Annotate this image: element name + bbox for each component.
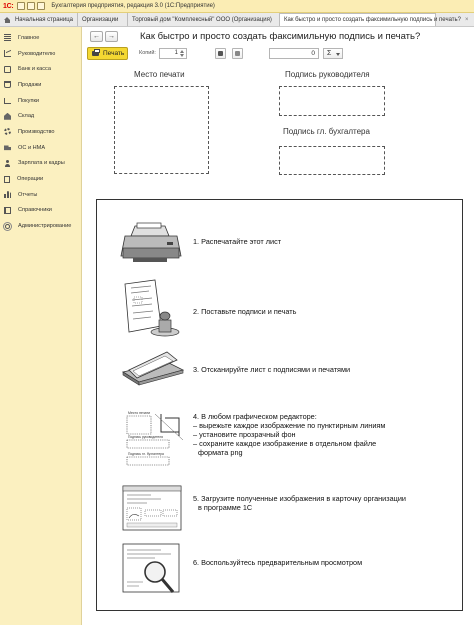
sidebar-item-main[interactable] [0,30,81,46]
step-4-sub-4: формата png [198,448,243,457]
tab-home[interactable] [0,13,78,26]
accountant-signature-area [279,146,385,175]
scanner-illustration [121,350,185,386]
step-1-text: 1. Распечатайте этот лист [193,237,282,246]
page-title: Как быстро и просто создать факсимильную подпись и печать? [140,31,421,42]
assets-icon [4,144,11,151]
toolbar [87,47,472,61]
content-area [82,27,474,625]
step-5-sub-1: в программе 1С [198,503,253,512]
sidebar [0,27,82,625]
sidebar-item-label: Администрирование [18,223,72,230]
step-2-text: 2. Поставьте подписи и печать [193,307,297,316]
window-title: Бухгалтерия предприятия, редакция 3.0 (1С:Предприятие) [51,3,215,9]
tab-facsimile-help[interactable] [280,13,469,26]
sidebar-item-assets[interactable] [0,140,81,156]
app-logo: 1С: [3,2,14,10]
sidebar-item-catalogs[interactable] [0,203,81,219]
tab-label: Организации [82,16,119,23]
tab-organization-card[interactable] [128,13,280,26]
settings-icon [5,224,10,229]
sum-button[interactable] [323,48,343,59]
instructions-frame [96,199,463,611]
printer-icon [92,51,99,56]
sidebar-item-label: Справочники [18,207,52,214]
sidebar-item-admin[interactable] [0,218,81,234]
sidebar-item-label: Склад [18,113,35,120]
copies-label: Копий: [139,50,156,56]
favorites-icon[interactable] [37,2,45,10]
thumb-director-label: Подпись руководителя [128,435,163,439]
step-4-sub-1: – вырежьте каждое изображение по пунктирным линиям [193,421,386,430]
step-4-text [193,412,385,457]
copies-value: 1 [174,50,178,56]
tab-label: Торговый дом "Комплексный" ООО (Организация) [132,16,272,23]
catalogs-icon [4,207,11,214]
step-5-text [193,494,406,512]
sidebar-item-production[interactable] [0,124,81,140]
sidebar-item-salary[interactable] [0,156,81,172]
sidebar-item-label: Главное [18,34,40,41]
close-icon[interactable]: × [465,17,469,23]
tab-bar [0,13,474,27]
step-4-title: 4. В любом графическом редакторе: [193,412,317,421]
step-3-text: 3. Отсканируйте лист с подписями и печатями [193,365,351,374]
sidebar-item-operations[interactable] [0,171,81,187]
sidebar-item-sales[interactable] [0,77,81,93]
sidebar-item-bank[interactable] [0,61,81,77]
step-5-title: 5. Загрузите полученные изображения в карточку организации [193,494,406,503]
back-button[interactable]: ← [90,31,103,42]
sidebar-item-label: Производство [18,128,55,135]
history-icon[interactable] [27,2,35,10]
sum-icon: Σ [327,50,332,57]
sidebar-item-label: Операции [17,176,44,183]
print-button[interactable] [87,47,128,60]
step-6-text: 6. Воспользуйтесь предварительным просмотром [193,558,363,567]
sidebar-item-label: Зарплата и кадры [18,160,65,167]
sidebar-item-label: Руководителю [18,50,56,57]
cart-icon [4,98,11,104]
thumb-accountant-label: Подпись гл. бухгалтера [128,452,164,456]
step-4-sub-3: – сохраните каждое изображение в отдельном файле [193,439,377,448]
director-signature-label: Подпись руководителя [285,70,370,79]
tab-label: Начальная страница [14,16,73,23]
menu-icon [4,34,11,41]
title-bar-tools [17,2,45,10]
forward-button[interactable]: → [105,31,118,42]
sales-icon [4,81,11,88]
crop-illustration [121,410,187,468]
bank-icon [4,66,11,73]
tab-label: Как быстро и просто создать факсимильную подпись и печать? [284,17,461,23]
title-bar [0,0,474,13]
number-field[interactable]: 0 [269,48,319,59]
sidebar-item-purchases[interactable] [0,93,81,109]
tab-organizations[interactable] [78,13,128,26]
operations-icon [4,176,10,183]
accountant-signature-label: Подпись гл. бухгалтера [283,127,370,136]
chevron-down-icon [336,53,340,56]
reports-icon [4,191,11,198]
printer-illustration [121,222,183,266]
sidebar-item-label: Продажи [18,81,42,88]
spin-icon[interactable] [180,50,185,57]
sidebar-item-label: Покупки [18,97,40,104]
menu-icon[interactable] [17,2,25,10]
salary-icon [4,160,11,167]
stamp-label: Место печати [134,70,185,79]
upload-form-illustration [121,484,183,532]
sidebar-item-warehouse[interactable] [0,108,81,124]
sidebar-item-label: Отчеты [18,191,38,198]
print-preview-icon[interactable] [232,48,243,59]
director-signature-area [279,86,385,116]
save-icon[interactable] [215,48,226,59]
stamp-area [114,86,209,174]
copies-input[interactable] [159,48,187,59]
step-4-sub-2: – установите прозрачный фон [193,430,296,439]
sidebar-item-reports[interactable] [0,187,81,203]
sidebar-item-label: Банк и касса [18,66,51,73]
home-icon [4,17,11,23]
sidebar-item-label: ОС и НМА [18,144,46,151]
sidebar-item-director[interactable] [0,46,81,62]
thumb-stamp-label: Место печати [128,411,151,415]
production-icon [4,128,11,135]
warehouse-icon [4,113,11,120]
chart-icon [4,50,11,57]
print-button-label: Печать [103,50,125,57]
preview-illustration [121,542,183,598]
stamp-sheet-illustration [121,280,183,338]
